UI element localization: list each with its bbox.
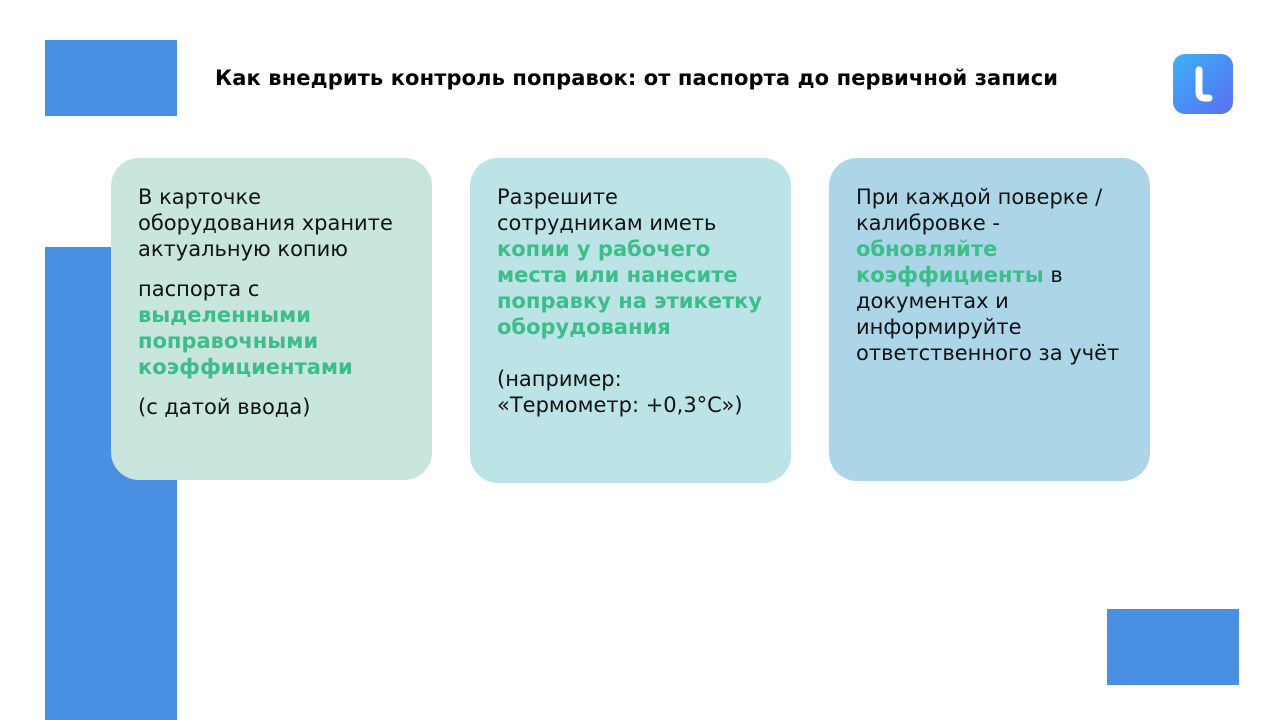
card-note: (например: «Термометр: +0,3°C»): [497, 367, 743, 417]
decor-block-bottom-right: [1107, 609, 1239, 685]
card-calibration: [829, 158, 1150, 481]
card-text-plain: При каждой поверке / калибровке -: [856, 185, 1103, 235]
card-workplace: [470, 158, 791, 483]
card-text: В карточке оборудования храните актуальную копию: [138, 185, 393, 261]
card-highlight: копии у рабочего места или нанесите поправку на этикетку оборудования: [497, 237, 763, 339]
card-highlight: обновляйте коэффициенты: [856, 237, 1044, 287]
decor-block-top-left: [45, 40, 177, 116]
card-text: [497, 184, 767, 340]
slide-title: Как внедрить контроль поправок: от паспорта до первичной записи: [215, 66, 1059, 90]
card-text-plain: в документах и информируйте ответственного за учёт: [856, 263, 1120, 365]
card-passport: [111, 158, 432, 480]
card-text: [856, 184, 1126, 366]
card-text-plain: Разрешите сотрудникам иметь: [497, 185, 717, 235]
card-highlight: выделенными поправочными коэффициентами: [138, 303, 353, 379]
card-text: [138, 276, 408, 380]
card-note: (с датой ввода): [138, 395, 311, 419]
card-text-plain: паспорта с: [138, 277, 260, 301]
brand-logo-icon: [1173, 54, 1233, 114]
